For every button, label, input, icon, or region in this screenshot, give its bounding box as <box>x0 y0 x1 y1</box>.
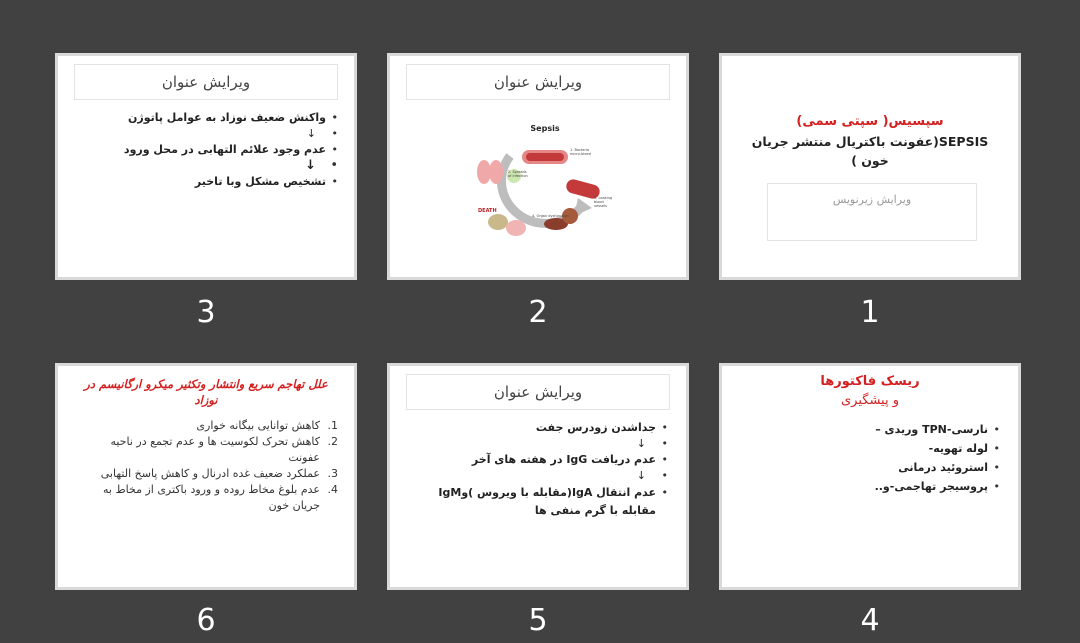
slide-3-canvas <box>58 56 354 277</box>
slide-thumbnail-1[interactable] <box>719 53 1021 280</box>
slide-5-title-box <box>406 374 670 410</box>
slide-number-5: 5 <box>528 603 548 638</box>
slide-6-item-2: 2. کاهش تحرک لکوسیت ها و عدم تجمع در ناحیه عفونت <box>110 435 338 464</box>
slide-4-title-line2: و پیشگیری <box>841 393 899 408</box>
slide-5-bullet-1: • عدم دریافت IgG در هفته های آخر <box>420 452 668 468</box>
slide-2-title: ویرایش عنوان <box>493 73 583 91</box>
slide-number-1: 1 <box>860 295 880 330</box>
slide-thumbnail-2[interactable] <box>387 53 689 280</box>
slide-3-arrow-1: • ↓ <box>70 126 338 142</box>
slide-number-3: 3 <box>196 295 216 330</box>
slide-3-bullet-1: • واکنش ضعیف نوزاد به عوامل پاتوژن <box>70 110 338 126</box>
sepsis-illustration <box>470 120 620 240</box>
slide-3-title-box <box>74 64 338 100</box>
slide-4-bullet-3: • پروسیجر تهاجمی-و.. <box>734 477 1000 496</box>
sepsis-diagram <box>470 120 620 240</box>
slide-number-6: 6 <box>196 603 216 638</box>
slide-number-4: 4 <box>860 603 880 638</box>
slide-6-item-4: 4. عدم بلوغ مخاط روده و ورود باکتری از مخاط به جریان خون <box>102 483 338 512</box>
slide-4-title: ریسک فاکتورها <box>820 374 920 389</box>
slide-2-title-box <box>406 64 670 100</box>
slide-4-bullet-list <box>734 420 1000 496</box>
slide-2-canvas <box>390 56 686 277</box>
slide-5-arrow-2: • ↓ <box>420 468 668 484</box>
slide-1-placeholder-text: ویرایش زیرنویس <box>832 193 912 206</box>
slide-4-canvas <box>722 366 1018 587</box>
slide-3-bullet-list <box>70 110 338 190</box>
slide-5-bullet-0: • جداشدن زودرس جفت <box>420 420 668 436</box>
slide-1-canvas <box>722 56 1018 277</box>
slide-5-canvas <box>390 366 686 587</box>
slide-6-canvas <box>58 366 354 587</box>
slide-3-title: ویرایش عنوان <box>161 73 251 91</box>
slide-1-subtitle: SEPSIS(عفونت باکتریال منتشر جریان خون ) <box>751 134 989 168</box>
slide-5-title: ویرایش عنوان <box>493 383 583 401</box>
slide-5-bullet-2: • عدم انتقال IgA(مقابله با ویروس )وIgM مقابله با گرم منفی ها <box>420 484 668 520</box>
sepsis-label-death: DEATH <box>478 208 497 214</box>
slide-6-numbered-list <box>78 418 338 514</box>
slide-4-bullet-1: • لوله تهویه- <box>734 439 1000 458</box>
slide-number-2: 2 <box>528 295 548 330</box>
sepsis-label-3: 3. Leaking blood vessels <box>594 196 613 208</box>
sepsis-label-2: 2. Spreads of infection <box>508 170 528 178</box>
slide-4-bullet-0: • نارسی-TPN وریدی – <box>734 420 1000 439</box>
slide-5-bullet-list <box>420 420 668 520</box>
slide-4-bullet-2: • استروئید درمانی <box>734 458 1000 477</box>
slide-thumbnail-5[interactable] <box>387 363 689 590</box>
sepsis-label-1: 1. Bacteria micro-bleed <box>570 148 591 156</box>
slide-thumbnail-6[interactable] <box>55 363 357 590</box>
slide-6-item-1: 1. کاهش توانایی بیگانه خواری <box>196 419 338 432</box>
slide-thumbnail-4[interactable] <box>719 363 1021 590</box>
slide-3-arrow-2: • ↓ <box>70 158 338 174</box>
sepsis-label-4: 4. Organ dysfunction <box>532 214 569 218</box>
slide-thumbnail-3[interactable] <box>55 53 357 280</box>
slide-5-arrow-1: • ↓ <box>420 436 668 452</box>
slide-6-item-3: 3. عملکرد ضعیف غده ادرنال و کاهش پاسخ التهابی <box>100 467 338 480</box>
slide-6-title: علل تهاجم سریع وانتشار وتکثیر میکرو ارگانیسم در نوزاد <box>84 377 328 407</box>
slide-1-subtitle-placeholder <box>767 183 977 241</box>
slide-3-bullet-2: • عدم وجود علائم التهابی در محل ورود <box>70 142 338 158</box>
sepsis-diagram-heading: Sepsis <box>530 124 560 133</box>
slide-1-title: سپسیس( سپتی سمی) <box>796 114 944 129</box>
slide-3-bullet-3: • تشخیص مشکل وبا تاخیر <box>70 174 338 190</box>
